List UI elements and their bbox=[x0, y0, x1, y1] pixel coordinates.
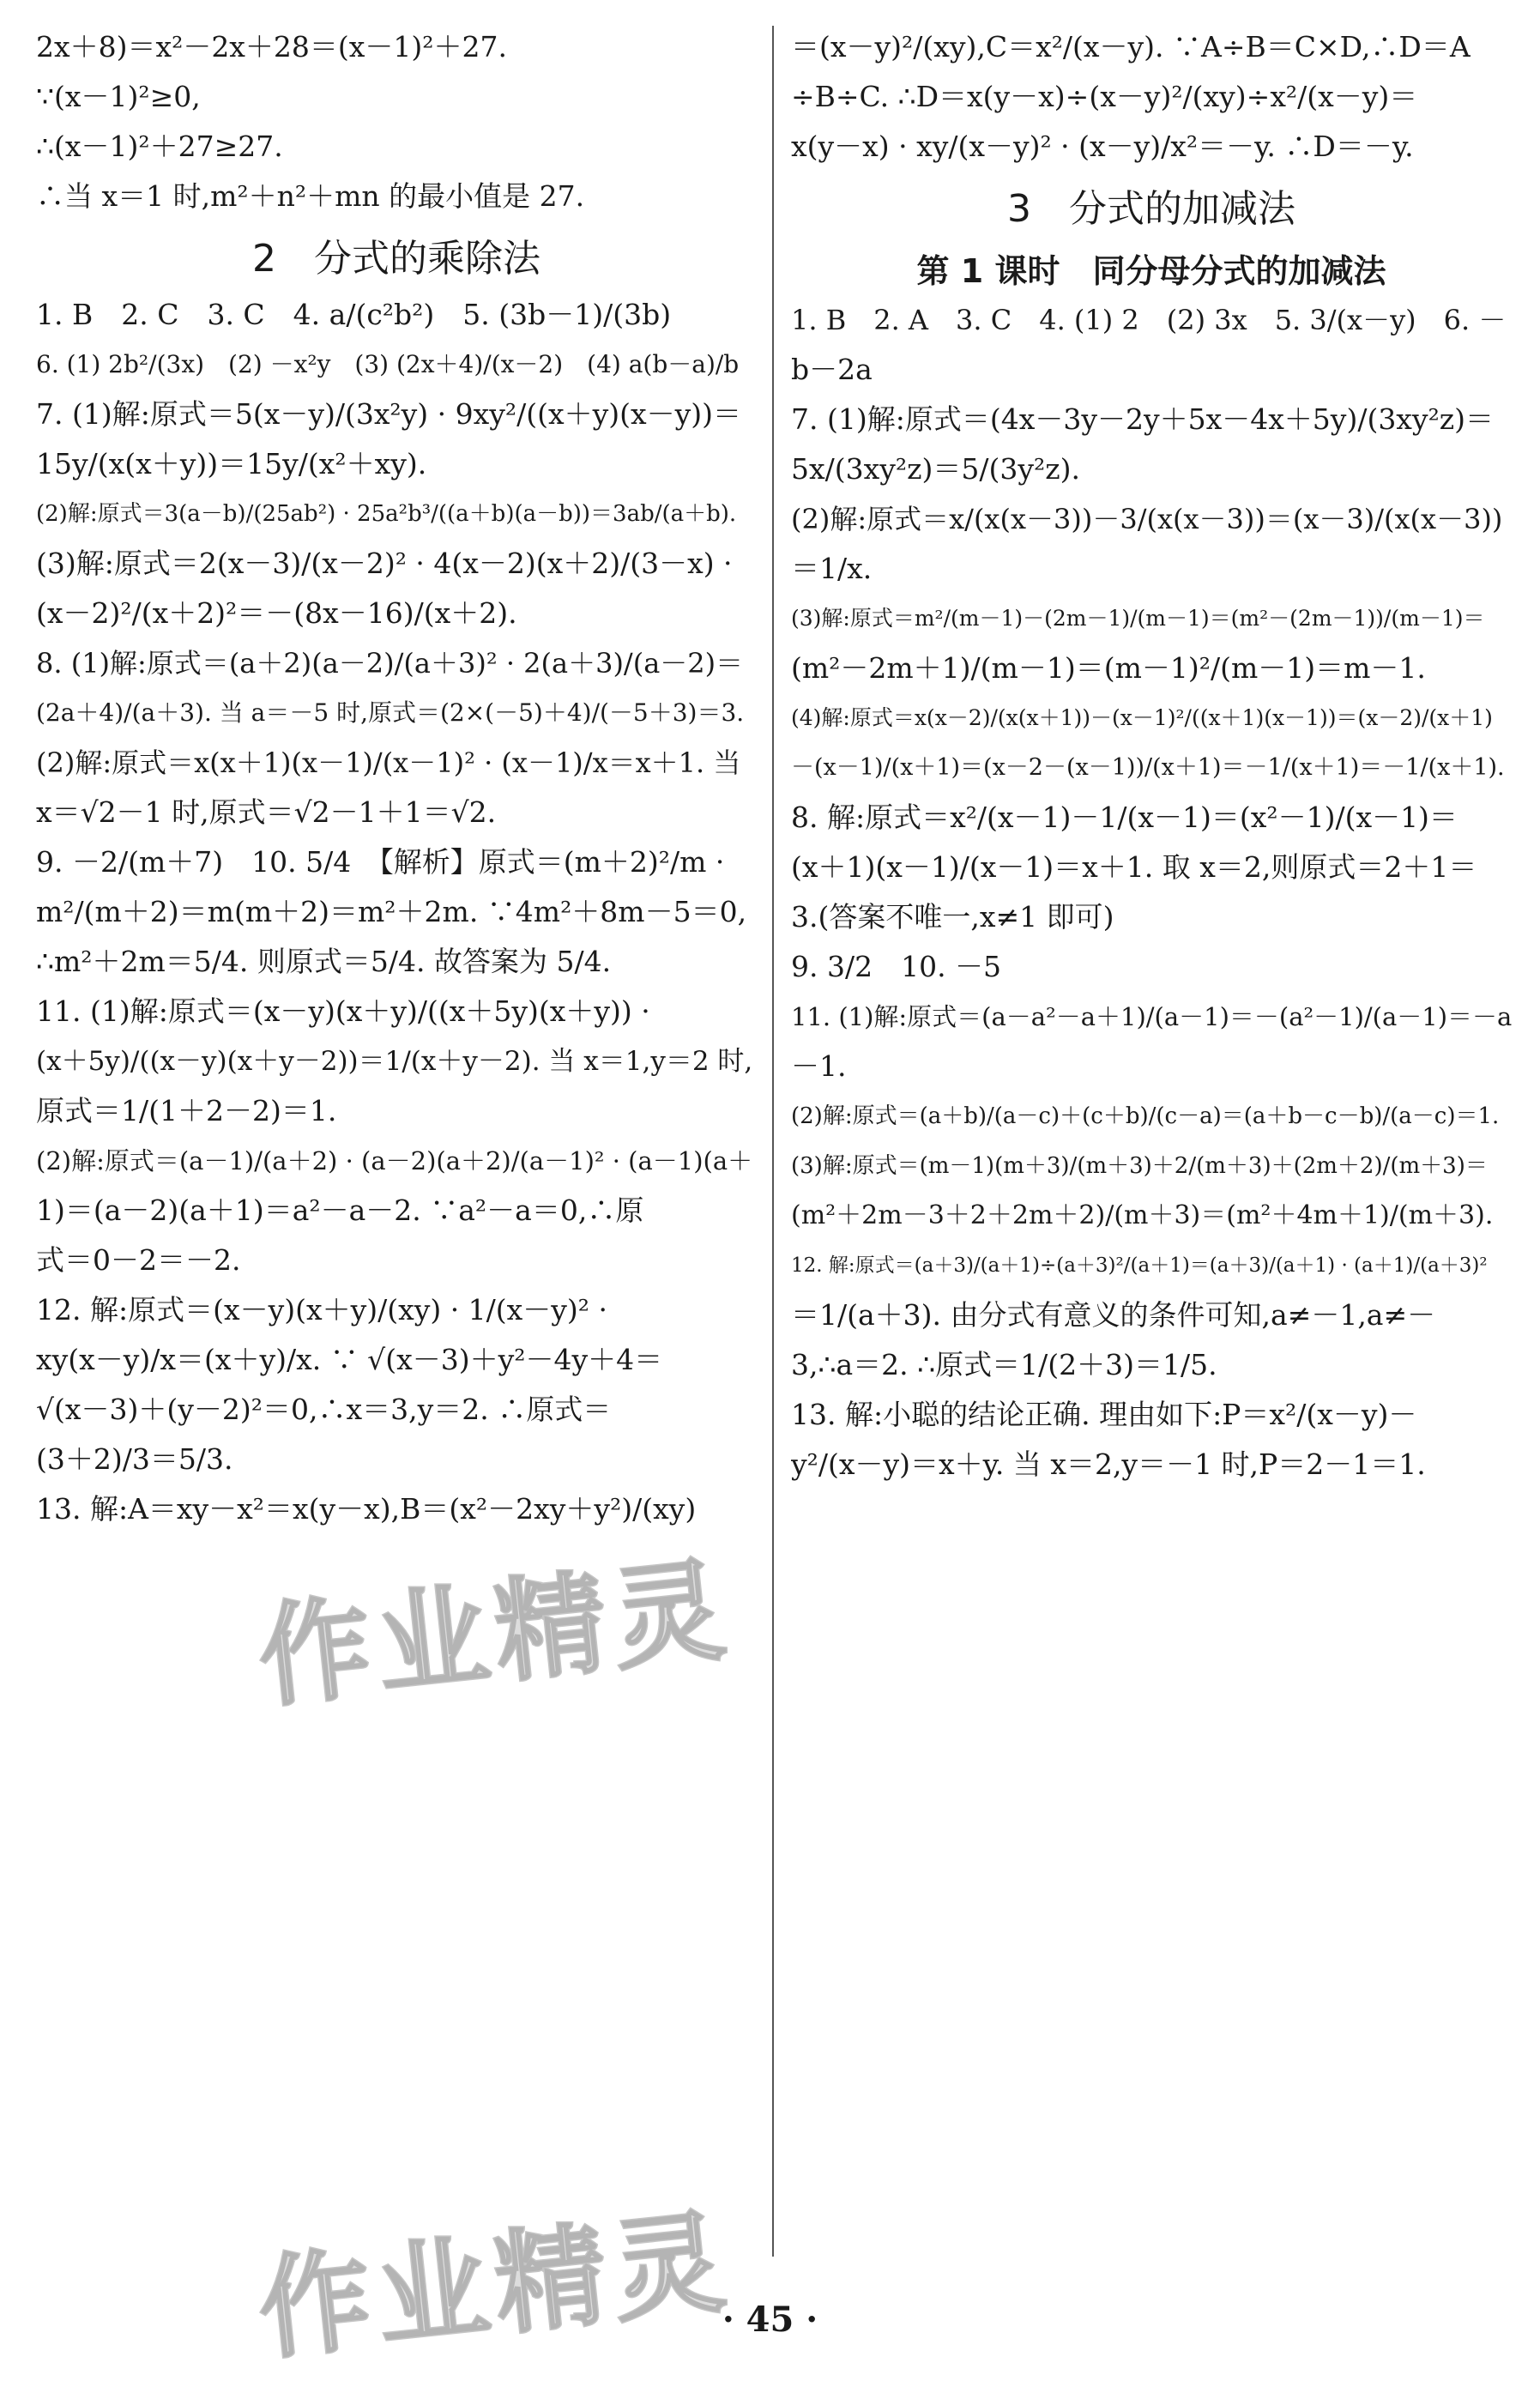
answer-line: 5x/(3xy²z)＝5/(3y²z). bbox=[791, 452, 1080, 486]
answer-line: 3.(答案不唯一,x≠1 即可) bbox=[791, 900, 1114, 934]
answer-line: 11. (1)解:原式＝(a－a²－a＋1)/(a－1)＝－(a²－1)/(a－1)＝－a bbox=[791, 1002, 1512, 1031]
text-line: ∴(x－1)²＋27≥27. bbox=[36, 130, 283, 163]
answer-line: ＝1/x. bbox=[791, 552, 873, 585]
answer-line: (2)解:原式＝(a－1)/(a＋2) · (a－2)(a＋2)/(a－1)² · (a－1)(a＋ bbox=[36, 1146, 753, 1175]
answer-line: m²/(m＋2)＝m(m＋2)＝m²＋2m. ∵4m²＋8m－5＝0, bbox=[36, 895, 747, 928]
answer-line: (2)解:原式＝(a＋b)/(a－c)＋(c＋b)/(c－a)＝(a＋b－c－b)/(a－c)＝1. bbox=[791, 1103, 1500, 1129]
answer-line: 原式＝1/(1＋2－2)＝1. bbox=[36, 1094, 337, 1127]
text-line: 2x＋8)＝x²－2x＋28＝(x－1)²＋27. bbox=[36, 30, 507, 63]
answer-line: 9. －2/(m＋7) 10. 5/4 【解析】原式＝(m＋2)²/m · bbox=[36, 845, 725, 879]
answer-line: －1. bbox=[791, 1049, 847, 1083]
answer-line: xy(x－y)/x＝(x＋y)/x. ∵ √(x－3)＋y²－4y＋4＝ bbox=[36, 1343, 663, 1376]
lesson-subheading: 第 1 课时 同分母分式的加减法 bbox=[916, 252, 1386, 290]
answer-line: 8. (1)解:原式＝(a＋2)(a－2)/(a＋3)² · 2(a＋3)/(a－2)＝ bbox=[36, 647, 744, 680]
answer-line: 12. 解:原式＝(x－y)(x＋y)/(xy) · 1/(x－y)² · bbox=[36, 1293, 608, 1326]
answer-line: y²/(x－y)＝x＋y. 当 x＝2,y＝－1 时,P＝2－1＝1. bbox=[791, 1447, 1426, 1481]
answer-line: (3＋2)/3＝5/3. bbox=[36, 1442, 233, 1476]
answer-line: (m²＋2m－3＋2＋2m＋2)/(m＋3)＝(m²＋4m＋1)/(m＋3). bbox=[791, 1200, 1494, 1230]
answer-line: 13. 解:A＝xy－x²＝x(y－x),B＝(x²－2xy＋y²)/(xy) bbox=[36, 1492, 697, 1526]
text-line: ＝(x－y)²/(xy),C＝x²/(x－y). ∵A÷B＝C×D,∴D＝A bbox=[791, 30, 1471, 63]
text-line: ∵(x－1)²≥0, bbox=[36, 80, 201, 113]
answer-line: x＝√2－1 时,原式＝√2－1＋1＝√2. bbox=[36, 795, 497, 829]
answer-line: 12. 解:原式＝(a＋3)/(a＋1)÷(a＋3)²/(a＋1)＝(a＋3)/(a＋1) · (a＋1)/(a＋3)² bbox=[791, 1254, 1488, 1277]
text-line: ∴当 x＝1 时,m²＋n²＋mn 的最小值是 27. bbox=[36, 179, 585, 213]
answer-line: (2)解:原式＝x/(x(x－3))－3/(x(x－3))＝(x－3)/(x(x－3)) bbox=[791, 503, 1503, 535]
column-divider bbox=[772, 26, 774, 2257]
answer-line: (3)解:原式＝m²/(m－1)－(2m－1)/(m－1)＝(m²－(2m－1))/(m－1)＝ bbox=[791, 606, 1485, 631]
answer-line: 3,∴a＝2. ∴原式＝1/(2＋3)＝1/5. bbox=[791, 1348, 1217, 1381]
answer-line: 13. 解:小聪的结论正确. 理由如下:P＝x²/(x－y)－ bbox=[791, 1398, 1417, 1431]
answer-line: 7. (1)解:原式＝5(x－y)/(3x²y) · 9xy²/((x＋y)(x－y))＝ bbox=[36, 397, 742, 431]
answer-line: 1)＝(a－2)(a＋1)＝a²－a－2. ∵a²－a＝0,∴原 bbox=[36, 1194, 644, 1227]
answer-line: 15y/(x(x＋y))＝15y/(x²＋xy). bbox=[36, 447, 427, 480]
answer-line: ∴m²＋2m＝5/4. 则原式＝5/4. 故答案为 5/4. bbox=[36, 945, 612, 978]
answer-line: (2)解:原式＝3(a－b)/(25ab²) · 25a²b³/((a＋b)(a－b))＝3ab/(a＋b). bbox=[36, 501, 737, 527]
section-heading: 3 分式的加减法 bbox=[1007, 187, 1295, 231]
answer-line: (x－2)²/(x＋2)²＝－(8x－16)/(x＋2). bbox=[36, 596, 517, 630]
page-number: · 45 · bbox=[722, 2299, 818, 2340]
text-line: x(y－x) · xy/(x－y)² · (x－y)/x²＝－y. ∴D＝－y. bbox=[791, 130, 1414, 163]
answer-line: 1. B 2. A 3. C 4. (1) 2 (2) 3x 5. 3/(x－y) 6. － bbox=[791, 304, 1507, 336]
answer-line: 6. (1) 2b²/(3x) (2) －x²y (3) (2x＋4)/(x－2) (4) a(b－a)/b bbox=[36, 350, 740, 378]
answer-line: 9. 3/2 10. －5 bbox=[791, 950, 1002, 983]
answer-line: (2)解:原式＝x(x＋1)(x－1)/(x－1)² · (x－1)/x＝x＋1. 当 bbox=[36, 746, 741, 779]
answer-line: 8. 解:原式＝x²/(x－1)－1/(x－1)＝(x²－1)/(x－1)＝ bbox=[791, 801, 1458, 834]
answer-line: (4)解:原式＝x(x－2)/(x(x＋1))－(x－1)²/((x＋1)(x－1))＝(x－2)/(x＋1) bbox=[791, 705, 1493, 730]
text-line: ÷B÷C. ∴D＝x(y－x)÷(x－y)²/(xy)÷x²/(x－y)＝ bbox=[791, 80, 1418, 113]
answer-line: b－2a bbox=[791, 353, 873, 386]
answer-line: 7. (1)解:原式＝(4x－3y－2y＋5x－4x＋5y)/(3xy²z)＝ bbox=[791, 402, 1495, 436]
answer-line: (x＋5y)/((x－y)(x＋y－2))＝1/(x＋y－2). 当 x＝1,y＝2 时, bbox=[36, 1046, 753, 1077]
answer-line: √(x－3)＋(y－2)²＝0,∴x＝3,y＝2. ∴原式＝ bbox=[36, 1393, 612, 1426]
section-heading: 2 分式的乘除法 bbox=[252, 237, 541, 281]
watermark: 作业精灵 bbox=[252, 2196, 738, 2376]
answer-line: (3)解:原式＝2(x－3)/(x－2)² · 4(x－2)(x＋2)/(3－x) · bbox=[36, 547, 733, 580]
answer-line: (m²－2m＋1)/(m－1)＝(m－1)²/(m－1)＝m－1. bbox=[791, 651, 1426, 685]
answer-line: (2a＋4)/(a＋3). 当 a＝－5 时,原式＝(2×(－5)＋4)/(－5＋3)＝3. bbox=[36, 698, 745, 727]
watermark: 作业精灵 bbox=[252, 1544, 738, 1724]
right-column bbox=[791, 26, 1512, 1493]
answer-line: －(x－1)/(x＋1)＝(x－2－(x－1))/(x＋1)＝－1/(x＋1)＝－1/(x＋1). bbox=[791, 754, 1505, 781]
left-column bbox=[36, 26, 757, 1538]
answer-line: 式＝0－2＝－2. bbox=[36, 1243, 241, 1277]
answer-line: (3)解:原式＝(m－1)(m＋3)/(m＋3)＋2/(m＋3)＋(2m＋2)/(m＋3)＝ bbox=[791, 1153, 1488, 1179]
answer-line: 1. B 2. C 3. C 4. a/(c²b²) 5. (3b－1)/(3b) bbox=[36, 298, 672, 331]
answer-line: (x＋1)(x－1)/(x－1)＝x＋1. 取 x＝2,则原式＝2＋1＝ bbox=[791, 850, 1477, 884]
answer-line: ＝1/(a＋3). 由分式有意义的条件可知,a≠－1,a≠－ bbox=[791, 1298, 1436, 1332]
answer-line: 11. (1)解:原式＝(x－y)(x＋y)/((x＋5y)(x＋y)) · bbox=[36, 994, 650, 1028]
